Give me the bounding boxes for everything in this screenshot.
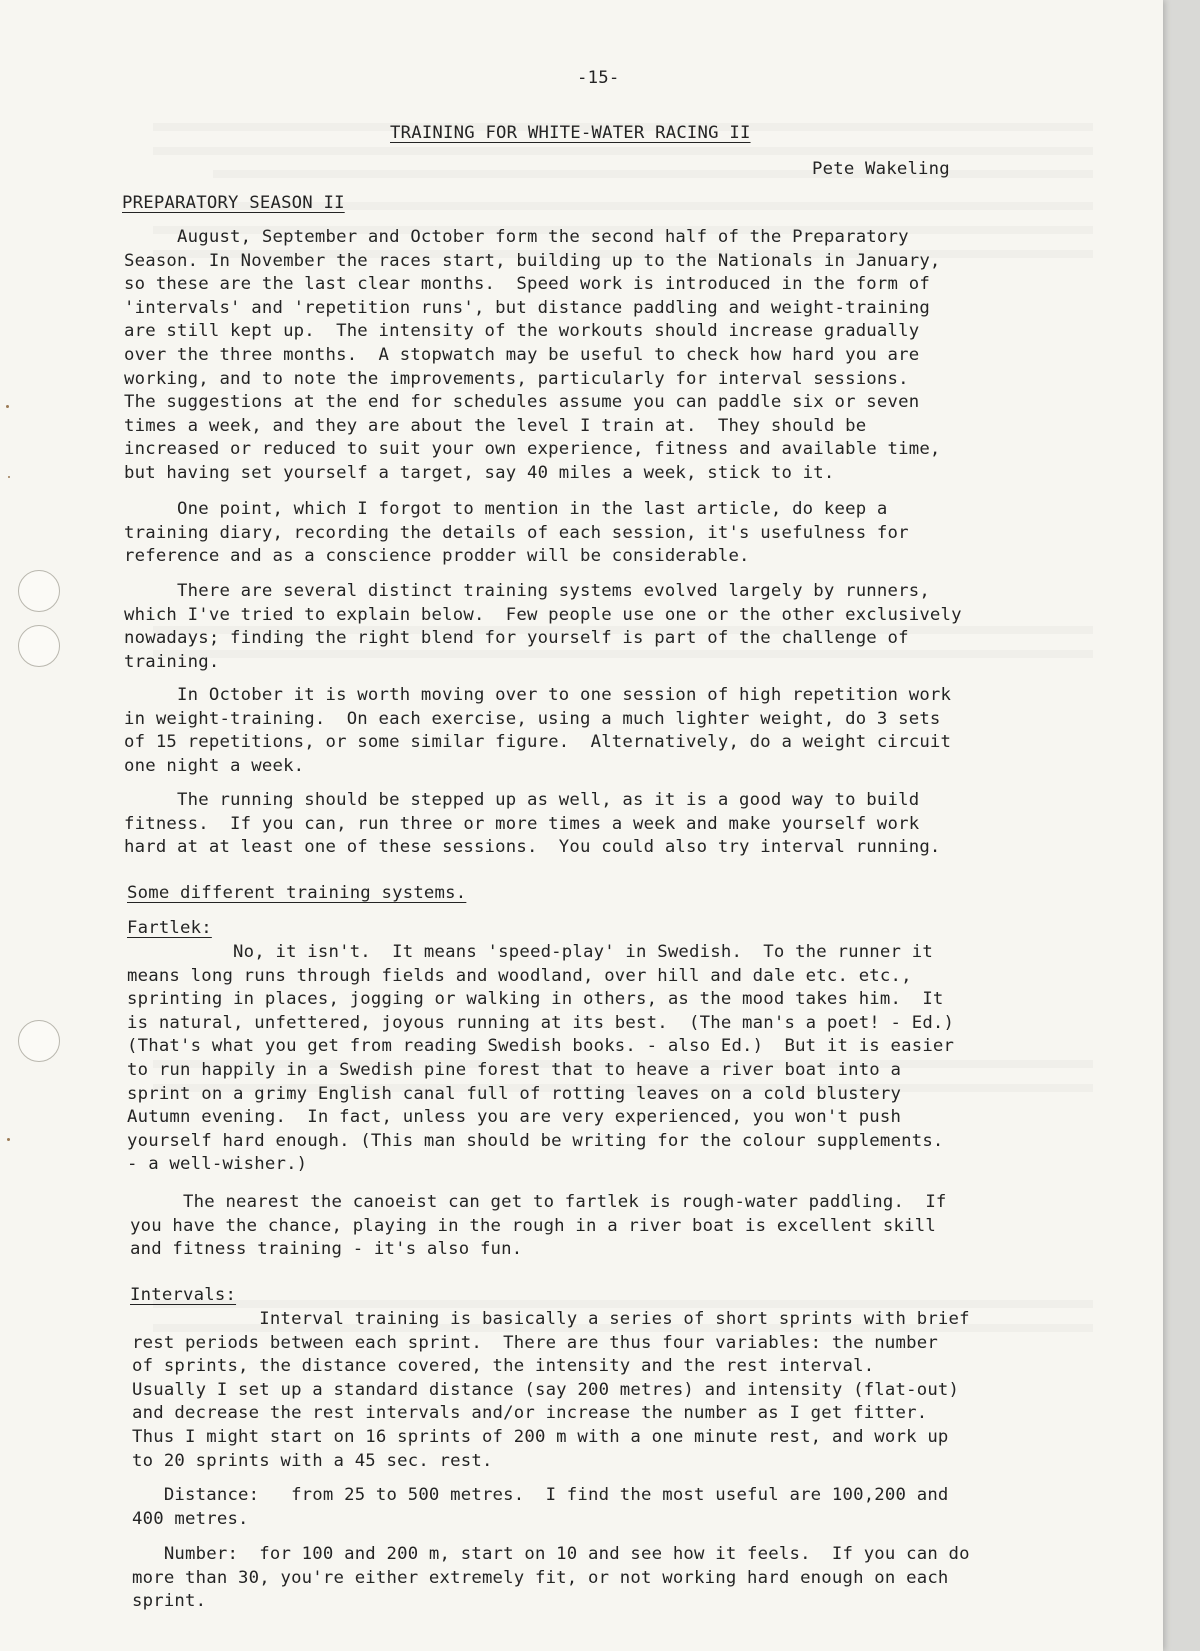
paragraph-training-systems: There are several distinct training systems evolved largely by runners, which I've tried to explain below. Few people use one or the other exclusively nowadays; finding the right blend for yourself is part of the challenge of training. <box>124 581 962 672</box>
paragraph-running: The running should be stepped up as well, as it is a good way to build fitness. If you can, run three or more times a week and make yourself work hard at at least one of these sessions. You could also try interval running. <box>124 790 941 858</box>
paragraph-training-diary: One point, which I forgot to mention in the last article, do keep a training diary, recording the details of each session, it's usefulness for reference and as a conscience prodder will be considerable. <box>124 499 909 567</box>
paragraph-intervals: Interval training is basically a series of short sprints with brief rest periods between each sprint. There are thus four variables: the number of sprints, the distance covered, the intensity and the rest interval. Usually I set up a standard distance (say 200 metres) and intensity (flat-out) and decrease the rest intervals and/or increase the number as I get fitter. Thus I might start on 16 sprints of 200 m with a one minute rest, and work up to 20 sprints with a 45 sec. rest. <box>132 1309 970 1471</box>
subheading-training-systems: Some different training systems. <box>127 883 467 903</box>
subheading-fartlek: Fartlek: <box>127 918 212 938</box>
paragraph-weight-training: In October it is worth moving over to one session of high repetition work in weight-training. On each exercise, using a much lighter weight, do 3 sets of 15 repetitions, or some similar figure. Alternatively, do a weight circuit one night a week. <box>124 685 952 776</box>
subheading-intervals: Intervals: <box>130 1285 237 1305</box>
paragraph-distance: Distance: from 25 to 500 metres. I find the most useful are 100,200 and 400 metres. <box>132 1485 949 1529</box>
section-heading: PREPARATORY SEASON II <box>122 193 345 213</box>
article-title: TRAINING FOR WHITE-WATER RACING II <box>390 123 751 143</box>
paragraph-preparatory-season: August, September and October form the second half of the Preparatory Season. In November the races start, building up to the Nationals in January, so these are the last clear months. Speed work is introduced in the form of 'intervals' and 'repetition runs', but distance paddling and weight-training are still kept up. The intensity of the workouts should increase gradually over the three months. A stopwatch may be useful to check how hard you are working, and to note the improvements, particularly for interval sessions. The suggestions at the end for schedules assume you can paddle six or seven times a week, and they are about the level I train at. They should be increased or reduced to suit your own experience, fitness and available time, but having set yourself a target, say 40 miles a week, stick to it. <box>124 227 941 483</box>
page-number: -15- <box>577 68 620 88</box>
paragraph-rough-water: The nearest the canoeist can get to fartlek is rough-water paddling. If you have the chance, playing in the rough in a river boat is excellent skill and fitness training - it's also fun. <box>130 1192 947 1260</box>
paragraph-number: Number: for 100 and 200 m, start on 10 and see how it feels. If you can do more than 30, you're either extremely fit, or not working hard enough on each sprint. <box>132 1544 970 1612</box>
author-name: Pete Wakeling <box>812 159 950 179</box>
paragraph-fartlek: No, it isn't. It means 'speed-play' in Swedish. To the runner it means long runs through fields and woodland, over hill and dale etc. etc., sprinting in places, jogging or walking in others, as the mood takes him. It is natural, unfettered, joyous running at its best. (The man's a poet! - Ed.) (That's what you get from reading Swedish books. - also Ed.) But it is easier to run happily in a Swedish pine forest that to heave a river boat into a sprint on a grimy English canal full of rotting leaves on a cold blustery Autumn evening. In fact, unless you are very experienced, you won't push yourself hard enough. (This man should be writing for the colour supplements. - a well-wisher.) <box>127 942 955 1175</box>
